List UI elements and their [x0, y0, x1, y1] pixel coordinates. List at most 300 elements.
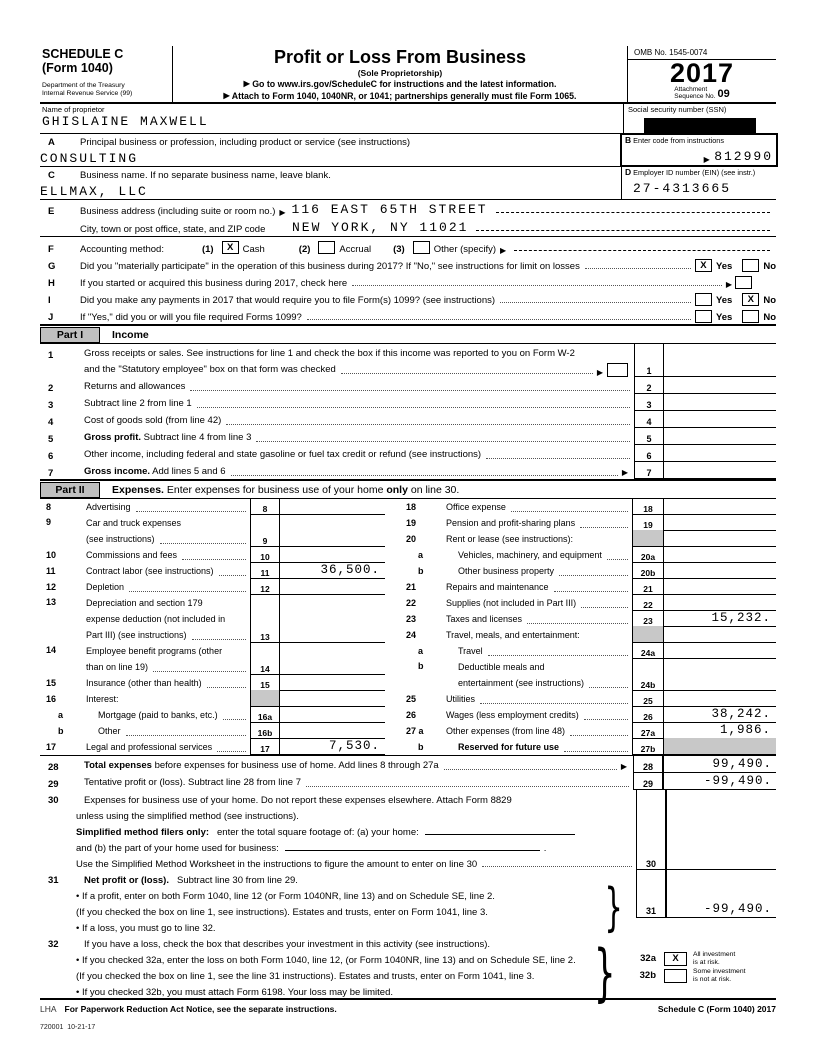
amount-field-31[interactable]	[667, 870, 776, 917]
row-label: Rent or lease (see instructions):	[446, 534, 574, 544]
amount-value: 15,232.	[711, 611, 771, 625]
line-letter: b	[418, 661, 424, 671]
line-j-letter: J	[48, 312, 54, 323]
amount-field-20a[interactable]	[664, 546, 776, 563]
row-label2: than on line 19)	[86, 662, 149, 672]
box-number: 31	[636, 870, 667, 917]
line32-text1: If you have a loss, check the box that describes your investment in this activity (see instructions).	[84, 939, 491, 950]
amount-field-22[interactable]	[664, 594, 776, 611]
form-title-block	[173, 46, 627, 102]
line-e-label: Business address (including suite or room no.)	[80, 206, 276, 217]
at-risk-text1: All investment	[693, 951, 736, 958]
row-label: Repairs and maintenance	[446, 582, 549, 592]
expense-row-19	[400, 515, 776, 531]
other-checkbox[interactable]	[413, 241, 430, 254]
g-yes-checkbox[interactable]: X	[695, 259, 712, 272]
part2-title-only: only	[386, 483, 408, 496]
expense-row-26	[400, 707, 776, 723]
lha-label: LHA	[40, 1004, 57, 1014]
accounting-method-label: Accounting method:	[80, 244, 164, 255]
income-row-7	[40, 462, 776, 479]
line-32a-label: 32a	[640, 953, 656, 964]
j-no-checkbox[interactable]	[742, 310, 759, 323]
tax-year: 2017	[669, 58, 735, 88]
amount-field-25[interactable]	[664, 690, 776, 707]
line-j-label: If "Yes," did you or will you file required Forms 1099?	[80, 312, 302, 323]
form-number-label: (Form 1040)	[42, 61, 113, 75]
row-label-bold: Total expenses	[84, 760, 152, 771]
principal-business-field[interactable]: CONSULTING	[40, 151, 139, 166]
row-label: Add lines 5 and 6	[152, 466, 226, 477]
line-32b-row	[630, 967, 776, 984]
line-j-row	[40, 307, 776, 324]
line-h-label: If you started or acquired this business during 2017, check here	[80, 278, 348, 289]
line30-text3: enter the total square footage of: (a) your home:	[217, 827, 419, 838]
line-a-label: Principal business or profession, including product or service (see instructions)	[80, 137, 411, 148]
line-a-b-row	[40, 134, 776, 167]
row-label: Reserved for future use	[458, 742, 560, 752]
amount-field-6[interactable]	[664, 445, 776, 462]
line-number: 26	[406, 710, 417, 720]
row-label: Utilities	[446, 694, 476, 704]
row-label: Contract labor (see instructions)	[86, 566, 214, 576]
print-code: 720001	[40, 1024, 64, 1031]
statutory-employee-checkbox[interactable]	[607, 363, 628, 377]
business-code-field[interactable]: 812990	[714, 149, 773, 164]
line-number: 27 a	[406, 726, 424, 736]
box-number: 17	[250, 738, 280, 755]
line-number: 10	[46, 550, 57, 560]
row-label: Wages (less employment credits)	[446, 710, 579, 720]
line-number: 9	[46, 517, 52, 527]
goto-instructions-text: Go to www.irs.gov/ScheduleC for instructions and the latest information.	[252, 79, 557, 89]
omb-number: OMB No. 1545-0074	[628, 46, 776, 60]
g-yes-label: Yes	[715, 261, 733, 272]
line-g-letter: G	[48, 261, 56, 272]
line-number: 16	[46, 694, 57, 704]
name-of-proprietor-label: Name of proprietor	[42, 105, 105, 114]
income-table	[40, 344, 776, 479]
line-number: 6	[48, 451, 54, 462]
box-number: 15	[250, 674, 280, 691]
ein-field[interactable]: 27-4313665	[633, 181, 732, 196]
part2-title-end: on line 30.	[410, 483, 460, 496]
amount-value: -99,490.	[703, 902, 772, 916]
g-no-label: No	[763, 261, 776, 272]
option3-number: (3)	[393, 244, 405, 255]
line31-text1: Subtract line 30 from line 29.	[176, 875, 298, 886]
amount-field-21[interactable]	[664, 578, 776, 595]
row-label: Commissions and fees	[86, 550, 178, 560]
amount-field-1[interactable]	[664, 344, 776, 377]
box-number: 13	[250, 594, 280, 643]
line-number: 4	[48, 417, 54, 428]
line-i-label: Did you make any payments in 2017 that would require you to file Form(s) 1099? (see instructions)	[80, 295, 496, 306]
expense-row-25	[400, 691, 776, 707]
part2-tag: Part II	[40, 482, 100, 498]
form-header	[40, 46, 776, 104]
income-row-3	[40, 394, 776, 411]
amount-field-23[interactable]	[664, 610, 776, 627]
not-at-risk-text1: Some investment	[693, 968, 746, 975]
amount-field-16a[interactable]	[280, 706, 385, 723]
box-number: 9	[250, 514, 280, 547]
amount-field-16b[interactable]	[280, 722, 385, 739]
line-30-block	[40, 790, 776, 870]
arrow-icon: ▶	[620, 762, 627, 771]
line30-text2: unless using the simplified method (see instructions).	[76, 811, 299, 822]
box-number-shaded	[250, 690, 280, 707]
line32-text3: (If you checked the box on line 1, see the line 31 instructions). Estates and trusts, enter on Form 1041, line 3.	[76, 971, 535, 982]
arrow-icon: ▶	[621, 468, 628, 477]
line-letter: b	[418, 742, 424, 752]
expense-row-20	[400, 531, 776, 547]
line-i-letter: I	[48, 295, 51, 306]
amount-field-27b	[664, 738, 776, 755]
line-32b-label: 32b	[639, 970, 656, 981]
row-label: Taxes and licenses	[446, 614, 523, 624]
expense-row-17	[40, 739, 385, 755]
row-label: Other expenses (from line 48)	[446, 726, 566, 736]
box-number: 30	[636, 790, 667, 869]
line-number: 1	[48, 350, 54, 361]
box-number: 23	[632, 610, 664, 627]
income-row-5	[40, 428, 776, 445]
amount-field-7[interactable]	[664, 462, 776, 479]
amount-field-12[interactable]	[280, 578, 385, 595]
at-risk-text2: is at risk.	[693, 958, 720, 966]
box-number: 20a	[632, 546, 664, 563]
cash-label: Cash	[242, 244, 265, 255]
part2-title-mid: Enter expenses for business use of your home	[166, 483, 384, 496]
row-label: Legal and professional services	[86, 742, 213, 752]
line-number: 7	[48, 468, 54, 479]
box-number: 24a	[632, 642, 664, 659]
form-id-block	[40, 46, 173, 102]
line-d-box	[621, 167, 776, 199]
box-number: 28	[633, 756, 664, 773]
line-32a-row	[630, 950, 776, 967]
line-h-row	[40, 273, 776, 290]
line-number: 17	[46, 742, 57, 752]
accrual-label: Accrual	[339, 244, 372, 255]
line-number: 22	[406, 598, 417, 608]
j-yes-label: Yes	[715, 312, 733, 323]
row-label: Subtract line 2 from line 1	[84, 398, 192, 409]
amount-field-20b[interactable]	[664, 562, 776, 579]
line-number: 19	[406, 518, 417, 528]
all-investment-checkbox[interactable]: X	[664, 952, 687, 966]
not-at-risk-text2: is not at risk.	[693, 975, 732, 983]
row-label: Tentative profit or (loss). Subtract line 28 from line 7	[84, 777, 302, 788]
expense-row-9	[40, 515, 385, 547]
option1-number: (1)	[201, 244, 214, 255]
arrow-icon: ▶	[703, 155, 710, 164]
row-label: Other income, including federal and state gasoline or fuel tax credit or refund (see instructions)	[84, 449, 482, 460]
line-i-row	[40, 290, 776, 307]
part1-title: Income	[112, 328, 149, 341]
line-e-block	[40, 200, 776, 237]
line-28-row	[40, 756, 776, 773]
amount-field-15[interactable]	[280, 674, 385, 691]
amount-field-14[interactable]	[280, 642, 385, 675]
box-number: 22	[632, 594, 664, 611]
amount-field-9[interactable]	[280, 514, 385, 547]
attach-instructions-text: Attach to Form 1040, 1040NR, or 1041; partnerships generally must file Form 1065.	[231, 91, 577, 101]
box-number: 7	[634, 462, 664, 479]
box-number: 8	[250, 498, 280, 515]
row-label: Other business property	[458, 566, 555, 576]
cash-checkbox[interactable]: X	[222, 241, 239, 254]
line-letter: b	[418, 566, 424, 576]
amount-field-29[interactable]	[664, 774, 776, 790]
line32-text2: • If you checked 32a, enter the loss on both Form 1040, line 12, (or Form 1040NR, line 13) and on Schedule SE, line 2.	[76, 955, 576, 966]
row-label: Employee benefit programs (other	[86, 646, 223, 656]
expense-row-24b	[400, 659, 776, 691]
line-number: 11	[46, 566, 56, 576]
expense-row-15	[40, 675, 385, 691]
line-number: 13	[46, 597, 57, 607]
box-number: 10	[250, 546, 280, 563]
accrual-checkbox[interactable]	[318, 241, 335, 254]
row-label: Other	[98, 726, 121, 736]
line-e-city-label: City, town or post office, state, and ZIP code	[80, 224, 266, 235]
expense-row-16	[40, 691, 385, 707]
brace-32: }	[593, 936, 616, 1009]
line-b-box	[620, 133, 778, 167]
line-f-row	[40, 237, 776, 256]
omb-year-block	[627, 46, 776, 102]
expense-row-24	[400, 627, 776, 643]
box-number: 4	[634, 411, 664, 428]
income-row-4	[40, 411, 776, 428]
box-number: 27a	[632, 722, 664, 739]
row-label: Depreciation and section 179	[86, 598, 203, 608]
expense-row-27a	[400, 723, 776, 739]
business-address-field[interactable]: 116 EAST 65TH STREET	[291, 202, 488, 217]
row-label: Cost of goods sold (from line 42)	[84, 415, 222, 426]
row-label: Insurance (other than health)	[86, 678, 202, 688]
amount-field-18[interactable]	[664, 498, 776, 515]
expense-row-10	[40, 547, 385, 563]
expenses-right-column	[400, 499, 776, 755]
part2-title: Expenses.	[112, 483, 164, 496]
row-label: Pension and profit-sharing plans	[446, 518, 576, 528]
income-row-2	[40, 377, 776, 394]
box-number: 24b	[632, 658, 664, 691]
j-yes-checkbox[interactable]	[695, 310, 712, 323]
box-number-shaded	[632, 626, 664, 643]
expense-row-16a	[40, 707, 385, 723]
box-number: 2	[634, 377, 664, 394]
line-number: 21	[406, 582, 417, 592]
box-number: 19	[632, 514, 664, 531]
income-row-6	[40, 445, 776, 462]
line-h-letter: H	[48, 278, 55, 289]
home-sqft-field[interactable]	[425, 833, 575, 835]
h-checkbox[interactable]	[735, 276, 752, 289]
address-fill-line[interactable]	[496, 211, 770, 213]
amount-value: -99,490.	[703, 774, 772, 788]
line-number: 23	[406, 614, 417, 624]
line-e-letter: E	[48, 206, 55, 217]
line-number: 8	[46, 502, 52, 512]
arrow-icon: ▶	[279, 208, 286, 217]
line-number: 31	[48, 875, 59, 886]
box-number: 27b	[632, 738, 664, 755]
option2-number: (2)	[298, 244, 311, 255]
amount-field-5[interactable]	[664, 428, 776, 445]
row-label: Office expense	[446, 502, 506, 512]
line-31-block	[40, 870, 776, 938]
arrow-icon: ▶	[596, 368, 603, 377]
some-investment-checkbox[interactable]	[664, 969, 687, 983]
amount-field-8[interactable]	[280, 498, 385, 515]
line-letter: a	[58, 710, 64, 720]
part2-header	[40, 479, 776, 499]
expense-row-16b	[40, 723, 385, 739]
amount-field-16[interactable]	[280, 690, 385, 707]
ssn-value-redacted[interactable]	[644, 118, 756, 133]
expense-row-8	[40, 499, 385, 515]
amount-field-3[interactable]	[664, 394, 776, 411]
expense-row-23	[400, 611, 776, 627]
amount-field-20[interactable]	[664, 530, 776, 547]
amount-field-26[interactable]	[664, 706, 776, 723]
expenses-table	[40, 499, 776, 755]
amount-field-2[interactable]	[664, 377, 776, 394]
part1-header	[40, 324, 776, 344]
row-label: Travel, meals, and entertainment:	[446, 630, 580, 640]
expense-row-11	[40, 563, 385, 579]
row-label: before expenses for business use of home. Add lines 8 through 27a	[154, 760, 439, 771]
box-number: 25	[632, 690, 664, 707]
amount-value: 99,490.	[712, 757, 772, 771]
line-c-letter: C	[48, 170, 55, 181]
line-number: 3	[48, 400, 54, 411]
row-label: Vehicles, machinery, and equipment	[458, 550, 602, 560]
row-label2: entertainment (see instructions)	[458, 678, 585, 688]
amount-field-13[interactable]	[280, 594, 385, 643]
line-number: 2	[48, 383, 54, 394]
amount-field-4[interactable]	[664, 411, 776, 428]
arrow-icon: ▶	[223, 91, 230, 100]
city-state-zip-field[interactable]: NEW YORK, NY 11021	[292, 220, 469, 235]
expense-row-24a	[400, 643, 776, 659]
attachment-label: Attachment	[674, 86, 708, 93]
box-number: 16a	[250, 706, 280, 723]
line-number: 29	[48, 779, 59, 790]
amount-field-27a[interactable]	[664, 722, 776, 739]
expense-row-22	[400, 595, 776, 611]
amount-field-28[interactable]	[664, 757, 776, 773]
line-number: 25	[406, 694, 417, 704]
line-number: 18	[406, 502, 417, 512]
line30-period: .	[543, 843, 547, 854]
line-g-label: Did you "materially participate" in the operation of this business during 2017? If "No," see instructions for limit on losses	[80, 261, 580, 272]
expense-row-13	[40, 595, 385, 643]
row-label: Car and truck expenses	[86, 518, 182, 528]
line31-text4: • If a loss, you must go to line 32.	[76, 923, 216, 934]
row-label: Advertising	[86, 502, 131, 512]
dept-line1: Department of the Treasury	[42, 82, 125, 89]
amount-field-24b[interactable]	[664, 658, 776, 691]
line31-text2: • If a profit, enter on both Form 1040, line 12 (or Form 1040NR, line 13) and on Schedule SE, line 2.	[76, 891, 495, 902]
i-no-label: No	[763, 295, 776, 306]
amount-field-17[interactable]	[280, 738, 385, 755]
row-label-bold: Gross profit.	[84, 432, 142, 443]
part1-tag: Part I	[40, 327, 100, 343]
line-number: 12	[46, 582, 57, 592]
amount-field-10[interactable]	[280, 546, 385, 563]
row-label-bold: Gross income.	[84, 466, 150, 477]
other-specify-fill[interactable]	[514, 249, 770, 251]
row-label: Mortgage (paid to banks, etc.)	[98, 710, 218, 720]
line-letter: a	[418, 646, 424, 656]
line-number: 15	[46, 678, 57, 688]
row-label: Returns and allowances	[84, 381, 186, 392]
amount-field-19[interactable]	[664, 514, 776, 531]
business-sqft-field[interactable]	[285, 849, 540, 851]
amount-field-24[interactable]	[664, 626, 776, 643]
amount-value: 36,500.	[320, 563, 380, 577]
row-label2: (see instructions)	[86, 534, 155, 544]
proprietor-name-field[interactable]: GHISLAINE MAXWELL	[42, 114, 209, 129]
box-number: 26	[632, 706, 664, 723]
box-number: 5	[634, 428, 664, 445]
income-row-1	[40, 344, 776, 377]
box-number: 3	[634, 394, 664, 411]
line-c-d-row	[40, 167, 776, 200]
expense-row-20b	[400, 563, 776, 579]
row-label: Travel	[458, 646, 483, 656]
box-number: 6	[634, 445, 664, 462]
i-no-checkbox[interactable]: X	[742, 293, 759, 306]
line30-text4: and (b) the part of your home used for business:	[76, 843, 279, 854]
row-label: Deductible meals and	[458, 662, 545, 672]
amount-field-30[interactable]	[667, 790, 776, 869]
i-yes-checkbox[interactable]	[695, 293, 712, 306]
business-name-field[interactable]: ELLMAX, LLC	[40, 184, 148, 199]
g-no-checkbox[interactable]	[742, 259, 759, 272]
amount-field-24a[interactable]	[664, 642, 776, 659]
box-number-shaded	[632, 530, 664, 547]
line-number: 14	[46, 645, 57, 655]
line-f-letter: F	[48, 244, 54, 255]
line-d-letter: D	[625, 167, 632, 177]
expense-row-14	[40, 643, 385, 675]
amount-value: 1,986.	[719, 723, 771, 737]
city-fill-line[interactable]	[476, 229, 770, 231]
footer	[40, 1000, 776, 1014]
j-no-label: No	[763, 312, 776, 323]
box-number: 16b	[250, 722, 280, 739]
expenses-left-column	[40, 499, 385, 755]
line30-text5: Use the Simplified Method Worksheet in the instructions to figure the amount to enter on line 30	[76, 859, 478, 870]
line1-label-cont: and the "Statutory employee" box on that form was checked	[84, 364, 336, 375]
box-number: 18	[632, 498, 664, 515]
box-number: 11	[250, 562, 280, 579]
amount-field-11[interactable]	[280, 562, 385, 579]
row-label3: Part III) (see instructions)	[86, 630, 187, 640]
other-label: Other (specify)	[433, 244, 497, 255]
schedule-label: SCHEDULE C	[42, 47, 124, 61]
line-c-label: Business name. If no separate business name, leave blank.	[80, 170, 331, 181]
box-number: 20b	[632, 562, 664, 579]
line30-text1: Expenses for business use of your home. Do not report these expenses elsewhere. Attach Form 8829	[84, 795, 512, 806]
expense-row-27b	[400, 739, 776, 755]
row-label: Depletion	[86, 582, 125, 592]
